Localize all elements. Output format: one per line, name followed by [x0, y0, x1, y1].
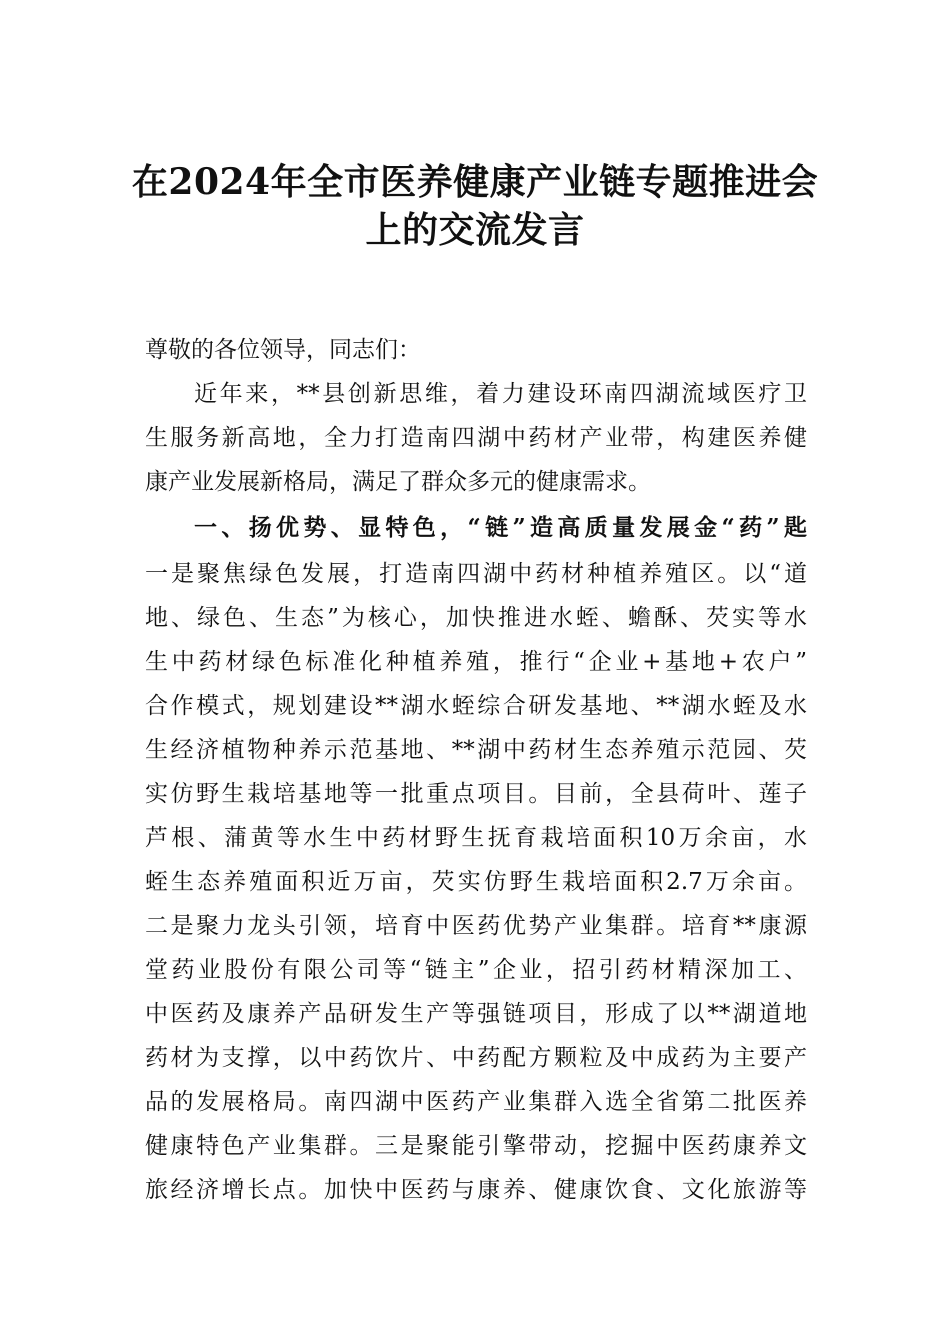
- body-line: 合作模式，规划建设**湖水蛭综合研发基地、**湖水蛭及水: [145, 693, 807, 719]
- body-line: 实仿野生栽培基地等一批重点项目。目前，全县荷叶、莲子: [145, 781, 807, 807]
- document-title-line-1: 在2024年全市医养健康产业链专题推进会: [131, 161, 819, 203]
- intro-line: 康产业发展新格局，满足了群众多元的健康需求。: [145, 469, 651, 495]
- body-line: 健康特色产业集群。三是聚能引擎带动，挖掘中医药康养文: [145, 1133, 807, 1159]
- document-title-line-2: 上的交流发言: [365, 209, 585, 251]
- intro-line: 生服务新高地，全力打造南四湖中药材产业带，构建医养健: [145, 425, 807, 451]
- body-line: 品的发展格局。南四湖中医药产业集群入选全省第二批医养: [145, 1089, 807, 1115]
- body-line: 生中药材绿色标准化种植养殖，推行“企业+基地+农户”: [145, 649, 807, 675]
- body-line: 地、绿色、生态”为核心，加快推进水蛭、蟾酥、芡实等水: [145, 605, 807, 631]
- section-heading: 一、扬优势、显特色，“链”造高质量发展金“药”匙: [194, 514, 807, 541]
- body-line: 芦根、蒲黄等水生中药材野生抚育栽培面积10万余亩，水: [145, 825, 807, 851]
- salutation: 尊敬的各位领导，同志们：: [145, 337, 421, 363]
- body-line: 生经济植物种养示范基地、**湖中药材生态养殖示范园、芡: [145, 737, 807, 763]
- intro-line: 近年来，**县创新思维，着力建设环南四湖流域医疗卫: [194, 381, 807, 407]
- body-line: 中医药及康养产品研发生产等强链项目，形成了以**湖道地: [145, 1001, 807, 1027]
- body-line: 二是聚力龙头引领，培育中医药优势产业集群。培育**康源: [145, 913, 807, 939]
- body-line: 旅经济增长点。加快中医药与康养、健康饮食、文化旅游等: [145, 1177, 807, 1203]
- body-line: 一是聚焦绿色发展，打造南四湖中药材种植养殖区。以“道: [145, 561, 807, 587]
- body-line: 堂药业股份有限公司等“链主”企业，招引药材精深加工、: [145, 957, 807, 983]
- body-line: 药材为支撑，以中药饮片、中药配方颗粒及中成药为主要产: [145, 1045, 807, 1071]
- body-line: 蛭生态养殖面积近万亩，芡实仿野生栽培面积2.7万余亩。: [145, 869, 807, 895]
